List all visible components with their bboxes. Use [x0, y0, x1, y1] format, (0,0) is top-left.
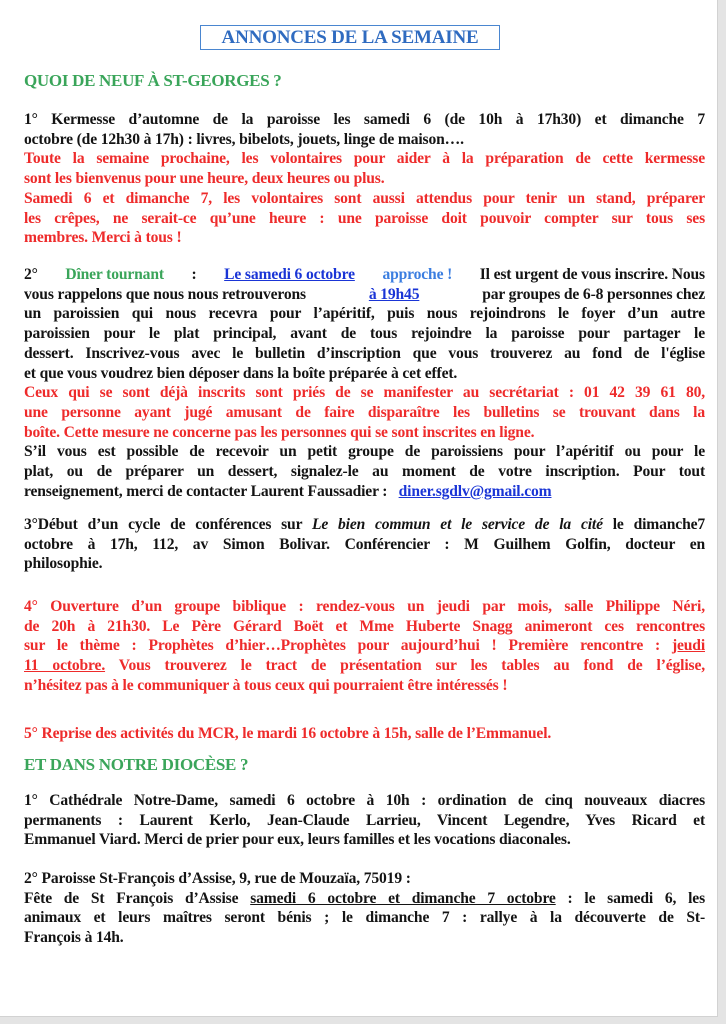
text-segment: 3°Début d’un cycle de conférences sur: [24, 516, 303, 533]
announcement-mcr: [24, 724, 705, 744]
alert-line: sont les bienvenus pour une heure, deux heures ou plus.: [24, 170, 385, 188]
alert-line: de 20h à 21h30. Le Père Gérard Boët et Mme Huberte Snagg animeront ces rencontres: [24, 617, 705, 635]
alert-line: 5° Reprise des activités du MCR, le mardi 16 octobre à 15h, salle de l’Emmanuel.: [24, 725, 552, 742]
alert-line: boîte. Cette mesure ne concerne pas les personnes qui se sont inscrites en ligne.: [24, 423, 535, 441]
alert-line: [24, 656, 705, 676]
text-line: plat, ou de préparer un dessert, signalez-le au moment de votre inscription. Pour tout: [24, 463, 705, 481]
text-line: octobre (de 12h30 à 17h) : livres, bibelots, jouets, linge de maison….: [24, 130, 464, 148]
section-heading-diocese: ET DANS NOTRE DIOCÈSE ?: [24, 755, 249, 774]
text-line: 1° Cathédrale Notre-Dame, samedi 6 octobre à 10h : ordination de cinq nouveaux diacres: [24, 792, 705, 809]
text-line: et que vous voudrez bien déposer dans la boîte préparée à cet effet.: [24, 364, 458, 382]
alert-line: [24, 636, 705, 656]
announcement-groupe-biblique: [24, 597, 705, 696]
text-line: [24, 889, 705, 909]
text-line: dessert. Inscrivez-vous avec le bulletin d’inscription que vous trouverez au fond de l'église: [24, 344, 705, 362]
colon: :: [191, 266, 197, 283]
announcement-st-francois: [24, 869, 705, 948]
announcement-conferences: [24, 515, 705, 574]
conference-title: Le bien commun et le service de la cité: [311, 516, 603, 533]
alert-line: Ceux qui se sont déjà inscrits sont priés de se manifester au secrétariat : 01 42 39 61 80,: [24, 384, 705, 402]
text-line: [24, 285, 705, 305]
text-line: [24, 482, 705, 502]
time-link[interactable]: à 19h45: [368, 285, 420, 303]
alert-line: une personne ayant jugé amusant de faire disparaître les bulletins se trouvant dans la: [24, 403, 705, 421]
email-link[interactable]: diner.sgdlv@gmail.com: [398, 482, 552, 500]
title-box: [200, 25, 500, 50]
section-heading-st-georges: QUOI DE NEUF À ST-GEORGES ?: [24, 71, 282, 90]
text-segment: Fête de St François d’Assise: [24, 889, 251, 907]
alert-line: membres. Merci à tous !: [24, 229, 182, 247]
text-line: François à 14h.: [24, 929, 124, 947]
text-segment: : le samedi 6, les: [567, 889, 705, 907]
text-line: 2° Paroisse St-François d’Assise, 9, rue de Mouzaïa, 75019 :: [24, 870, 411, 887]
text-line: [24, 265, 705, 285]
text-line: S’il vous est possible de recevoir un petit groupe de paroissiens pour l’apéritif ou pour le: [24, 443, 705, 461]
text-segment: vous rappelons que nous nous retrouverons: [24, 285, 306, 303]
alert-line: les crêpes, ne serait-ce qu’une heure : une paroisse doit pouvoir compter sur tous ses: [24, 209, 705, 227]
text-segment: sur le thème : Prophètes d’hier…Prophètes pour aujourd’hui ! Première rencontre :: [24, 637, 661, 655]
text-line: animaux et leurs maîtres seront bénis ; le dimanche 7 : rallye à la découverte de St-: [24, 909, 705, 927]
alert-line: 4° Ouverture d’un groupe biblique : rendez-vous un jeudi par mois, salle Philippe Néri,: [24, 598, 705, 615]
urgent-text: Il est urgent de vous inscrire. Nous: [479, 266, 705, 283]
approche-text: approche !: [382, 266, 453, 283]
item-number: 2°: [24, 266, 38, 283]
date-underlined: jeudi: [671, 637, 706, 655]
text-line: permanents : Laurent Kerlo, Jean-Claude Larrieu, Vincent Legendre, Yves Ricard et: [24, 811, 705, 829]
announcement-kermesse: [24, 110, 705, 248]
alert-line: Toute la semaine prochaine, les volontaires pour aider à la préparation de cette kermesse: [24, 150, 705, 168]
alert-line: Samedi 6 et dimanche 7, les volontaires sont aussi attendus pour tenir un stand, préparer: [24, 189, 705, 207]
date-underlined: 11 octobre.: [24, 657, 106, 675]
announcement-cathedrale: [24, 791, 705, 850]
page-title: ANNONCES DE LA SEMAINE: [221, 27, 479, 48]
text-line: 1° Kermesse d’automne de la paroisse les samedi 6 (de 10h à 17h30) et dimanche 7: [24, 111, 705, 128]
text-line: [24, 515, 705, 535]
text-line: un paroissien qui nous recevra pour l’apéritif, puis nous rejoindrons le foyer d’un autre: [24, 305, 705, 323]
text-line: philosophie.: [24, 555, 103, 573]
text-line: paroissien pour le plat principal, avant de tous rejoindre la paroisse pour partager le: [24, 325, 705, 343]
date-underlined: samedi 6 octobre et dimanche 7 octobre: [250, 889, 556, 907]
text-line: Emmanuel Viard. Merci de prier pour eux, leurs familles et les vocations diaconales.: [24, 831, 571, 849]
date-link[interactable]: Le samedi 6 octobre: [224, 266, 355, 283]
contact-text: renseignement, merci de contacter Laurent Faussadier :: [24, 482, 388, 500]
text-segment: le dimanche7: [612, 516, 706, 533]
alert-line: n’hésitez pas à le communiquer à tous ceux qui pourraient être intéressés !: [24, 676, 508, 694]
announcement-diner-tournant: [24, 265, 705, 501]
item-label: Dîner tournant: [65, 266, 164, 283]
text-segment: par groupes de 6-8 personnes chez: [482, 285, 705, 303]
text-line: octobre à 17h, 112, av Simon Bolivar. Conférencier : M Guilhem Golfin, docteur en: [24, 535, 705, 553]
text-segment: Vous trouverez le tract de présentation sur les tables au fond de l’église,: [118, 657, 705, 675]
